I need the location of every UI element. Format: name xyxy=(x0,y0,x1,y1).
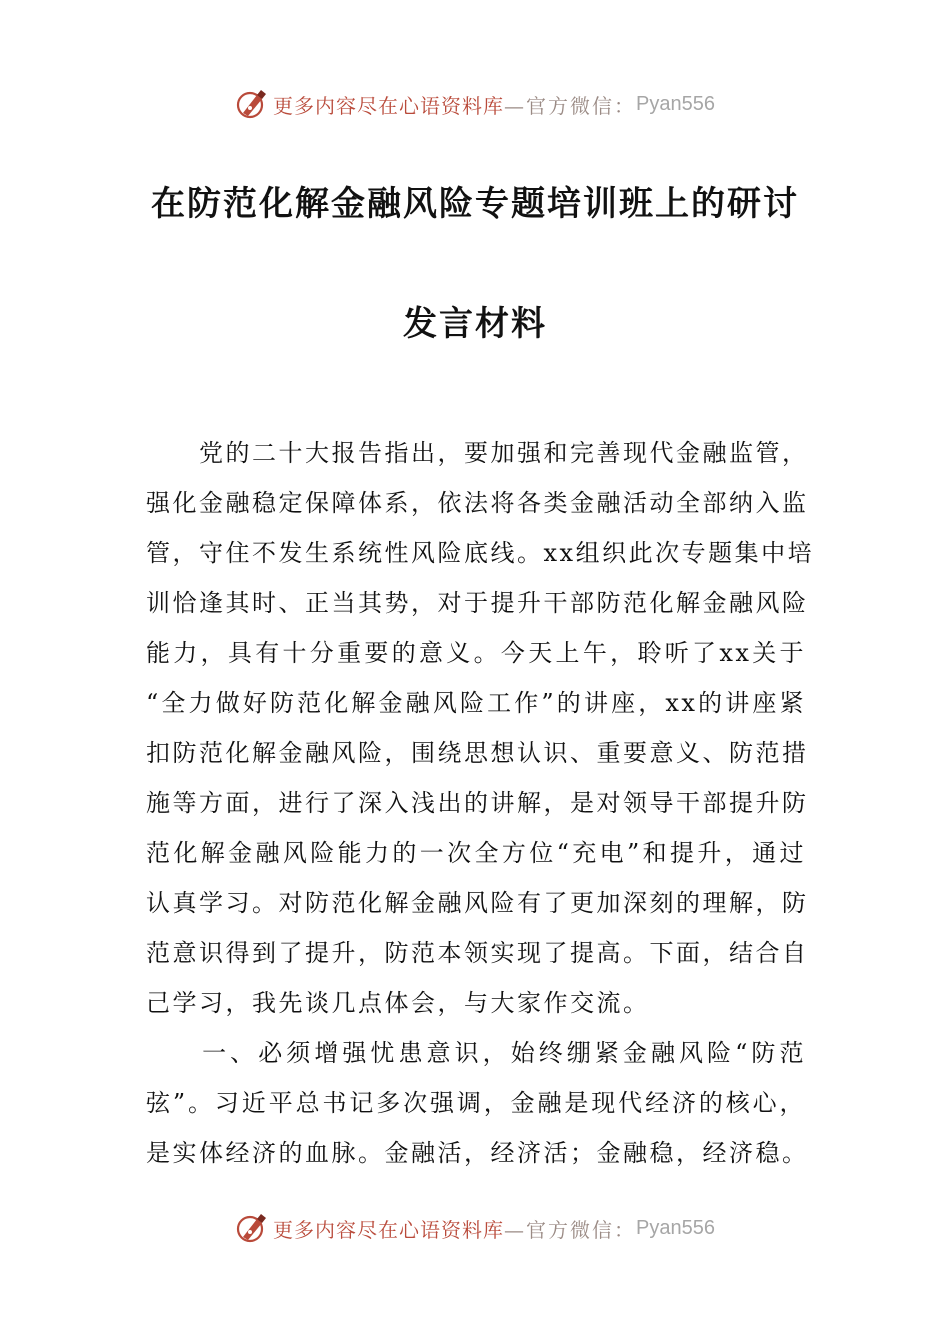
watermark-text: 更多内容尽在心语资料库 xyxy=(273,1217,505,1242)
header-watermark xyxy=(0,84,950,124)
body-line: 党的二十大报告指出，要加强和完善现代金融监管， xyxy=(146,439,809,467)
document-body xyxy=(146,428,815,1178)
body-line: 能力，具有十分重要的意义。今天上午，聆听了xx关于 xyxy=(146,639,806,667)
watermark-wechat-id: Pyan556 xyxy=(636,1216,715,1239)
body-line: 管，守住不发生系统性风险底线。xx组织此次专题集中培 xyxy=(146,539,815,567)
body-line: “全力做好防范化解金融风险工作”的讲座，xx的讲座紧 xyxy=(146,689,806,717)
body-line: 弦”。习近平总书记多次强调，金融是现代经济的核心， xyxy=(146,1089,806,1117)
document-title: 在防范化解金融风险专题培训班上的研讨 xyxy=(151,184,799,224)
pen-nib-logo-icon xyxy=(235,87,269,121)
watermark-label: —官方微信： xyxy=(504,93,637,118)
watermark-label: —官方微信： xyxy=(504,1217,637,1242)
body-line: 施等方面，进行了深入浅出的讲解，是对领导干部提升防 xyxy=(146,789,809,817)
body-line: 是实体经济的血脉。金融活，经济活；金融稳，经济稳。 xyxy=(146,1139,809,1167)
watermark-text: 更多内容尽在心语资料库 xyxy=(273,93,505,118)
body-line: 范意识得到了提升，防范本领实现了提高。下面，结合自 xyxy=(146,939,809,967)
body-line: 己学习，我先谈几点体会，与大家作交流。 xyxy=(146,989,650,1017)
body-line: 训恰逢其时、正当其势，对于提升干部防范化解金融风险 xyxy=(146,589,809,617)
pen-nib-logo-icon xyxy=(235,1211,269,1245)
body-line: 认真学习。对防范化解金融风险有了更加深刻的理解，防 xyxy=(146,889,809,917)
body-line: 范化解金融风险能力的一次全方位“充电”和提升，通过 xyxy=(146,839,806,867)
body-line: 一、必须增强忧患意识，始终绷紧金融风险“防范 xyxy=(146,1039,806,1067)
watermark-wechat-id: Pyan556 xyxy=(636,92,715,115)
body-line: 扣防范化解金融风险，围绕思想认识、重要意义、防范措 xyxy=(146,739,809,767)
footer-watermark xyxy=(0,1208,950,1248)
document-title-line2: 发言材料 xyxy=(403,304,547,344)
body-line: 强化金融稳定保障体系，依法将各类金融活动全部纳入监 xyxy=(146,489,809,517)
